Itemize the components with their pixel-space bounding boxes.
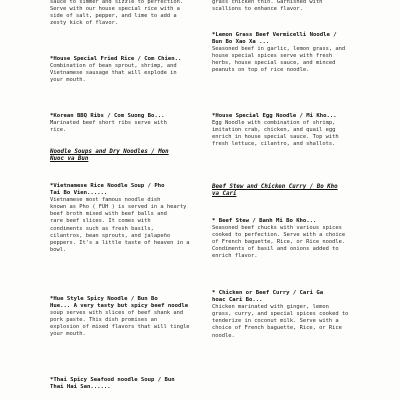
menu-item-description bbox=[212, 120, 339, 148]
text-line: scallions to enhance flavor. bbox=[212, 6, 303, 13]
text-line: rice. bbox=[50, 127, 67, 134]
text-line: grass, curry, and special spices cooked to bbox=[212, 311, 349, 318]
text-line: *Hue Style Spicy Noodle / Bun Bo bbox=[50, 296, 158, 302]
left-intro bbox=[50, 0, 183, 27]
menu-item-description bbox=[50, 310, 190, 338]
text-line: Serve with our house special rice with a bbox=[50, 6, 180, 13]
text-line: Combination of bean sprout, shrimp, and bbox=[50, 63, 177, 70]
text-line: cilantros, bean sprouts, and jalapeño bbox=[50, 232, 171, 239]
text-line: house special spices serve with fresh bbox=[212, 53, 333, 60]
menu-item-curry bbox=[212, 290, 348, 340]
text-line: your mouth. bbox=[50, 77, 86, 84]
text-line: your mouth. bbox=[50, 331, 86, 338]
text-line: noodle. bbox=[212, 332, 235, 339]
text-line: Hue... A very tasty but spicy beef noodle bbox=[50, 303, 189, 310]
text-line: Beef Stew and Chicken Curry / Bo Kho bbox=[212, 184, 338, 190]
menu-item-description bbox=[212, 304, 348, 339]
section-heading-noodle-soups bbox=[50, 149, 169, 163]
text-line: enrich in house special sauce. Top with bbox=[212, 134, 339, 141]
text-line: imitation crab, chicken, and quail egg bbox=[212, 127, 336, 134]
text-line: cooked to perfection. Serve with a choice bbox=[212, 232, 346, 239]
text-line: side of salt, pepper, and lime to add a bbox=[50, 13, 177, 20]
text-line: Seasoned beef chucks with various spices bbox=[212, 225, 342, 232]
text-line: *Thai Spicy Seafood noodle Soup / Bun bbox=[50, 377, 175, 383]
text-line: Bun Bo Xao Xa ... bbox=[212, 39, 270, 46]
text-line: pork paste. This dish promises an bbox=[50, 317, 158, 324]
text-line: Condiments of basil and onions added to bbox=[212, 246, 339, 253]
text-line: *Lemon Grass Beef Vermicelli Noodle / bbox=[212, 32, 337, 38]
text-line: soup serves with slices of beef shank and bbox=[50, 310, 184, 317]
menu-item-korean-bbq bbox=[50, 113, 167, 134]
right-intro bbox=[212, 0, 322, 13]
text-line: va Cari bbox=[212, 191, 237, 198]
text-line: Marinated beef short ribs serve with bbox=[50, 120, 167, 127]
section-heading-beef-stew bbox=[212, 184, 338, 198]
text-line: *House Special Fried Rice / Com Chien.. bbox=[50, 56, 182, 62]
text-line: explosion of mixed flavors that will tingle bbox=[50, 324, 190, 331]
text-line: zesty kick of flavor. bbox=[50, 20, 119, 27]
text-line: * Beef Stew / Banh Mi Bo Kho... bbox=[212, 218, 317, 224]
text-line: Noodle Soups and Dry Noodles / Mon bbox=[50, 149, 169, 155]
menu-item-fried-rice bbox=[50, 56, 181, 84]
text-line: Chicken marinated with ginger, lemon bbox=[212, 304, 329, 311]
text-line: tenderize in coconut milk. Serve with a bbox=[212, 318, 339, 325]
text-line: Nuoc va Bun bbox=[50, 156, 89, 163]
text-line: * Chicken or Beef Curry / Cari Ga bbox=[212, 290, 324, 296]
menu-item-lemongrass-beef bbox=[212, 32, 345, 75]
text-line: peppers. It's a little taste of heaven in a bbox=[50, 239, 190, 246]
menu-item-beef-stew bbox=[212, 218, 345, 261]
text-line: Vietnamese most famous noodle dish bbox=[50, 197, 161, 204]
menu-item-description bbox=[212, 225, 345, 260]
text-line: grass chicken thin. Garnished with bbox=[212, 0, 323, 5]
text-line: peanuts on top of rice noodle. bbox=[212, 67, 310, 74]
text-line: Seasoned beef in garlic, lemon grass, and bbox=[212, 46, 346, 53]
menu-item-description bbox=[50, 197, 190, 254]
menu-item-description bbox=[50, 63, 181, 84]
menu-item-description bbox=[50, 120, 167, 134]
menu-item-title bbox=[212, 218, 345, 225]
text-line: Egg Noodle with combination of shrimp, bbox=[212, 120, 336, 127]
menu-item-title bbox=[212, 113, 339, 120]
text-line: *House Special Egg Noodle / Mi Kho... bbox=[212, 113, 337, 119]
text-line: *Vietnamese Rice Noodle Soup / Pho bbox=[50, 183, 165, 189]
text-line: condiments such as fresh basils, bbox=[50, 225, 154, 232]
menu-item-title bbox=[50, 183, 190, 197]
text-line: beef broth mixed with beef balls and bbox=[50, 211, 167, 218]
text-line: choice of French baguette, Rice, or Rice bbox=[212, 325, 342, 332]
text-line: of French baguette, Rice, or Rice noodle. bbox=[212, 239, 346, 246]
text-line: known as Pho ( FUH ) is served in a hearty bbox=[50, 204, 187, 211]
menu-item-title bbox=[50, 56, 181, 63]
menu-item-description bbox=[212, 46, 345, 74]
text-line: rare beef slices. It comes with bbox=[50, 218, 151, 225]
menu-item-thai-seafood bbox=[50, 377, 175, 391]
text-line: hoac Cari Bo... bbox=[212, 297, 263, 304]
text-line: Thai Hai San...... bbox=[50, 384, 111, 391]
text-line: Vietnamese sausage that will explode in bbox=[50, 70, 177, 77]
text-line: fresh lettuce, cilantro, and shallots. bbox=[212, 141, 336, 148]
text-line: bowl. bbox=[50, 246, 67, 253]
menu-item-title bbox=[50, 113, 167, 120]
menu-item-title bbox=[50, 296, 190, 310]
text-line: enrich flavor. bbox=[212, 253, 258, 260]
menu-item-pho bbox=[50, 183, 190, 254]
text-line: Tai Bo Vien...... bbox=[50, 190, 108, 197]
menu-item-title bbox=[212, 32, 345, 46]
menu-item-bun-bo-hue bbox=[50, 296, 190, 339]
menu-item-title bbox=[50, 377, 175, 391]
text-line: sauce to simmer and sizzle to perfection. bbox=[50, 0, 184, 5]
menu-item-egg-noodle bbox=[212, 113, 339, 148]
menu-item-title bbox=[212, 290, 348, 304]
text-line: herbs, house special sauce, and minced bbox=[212, 60, 336, 67]
text-line: *Korean BBQ Ribs / Com Suong Bo... bbox=[50, 113, 165, 119]
